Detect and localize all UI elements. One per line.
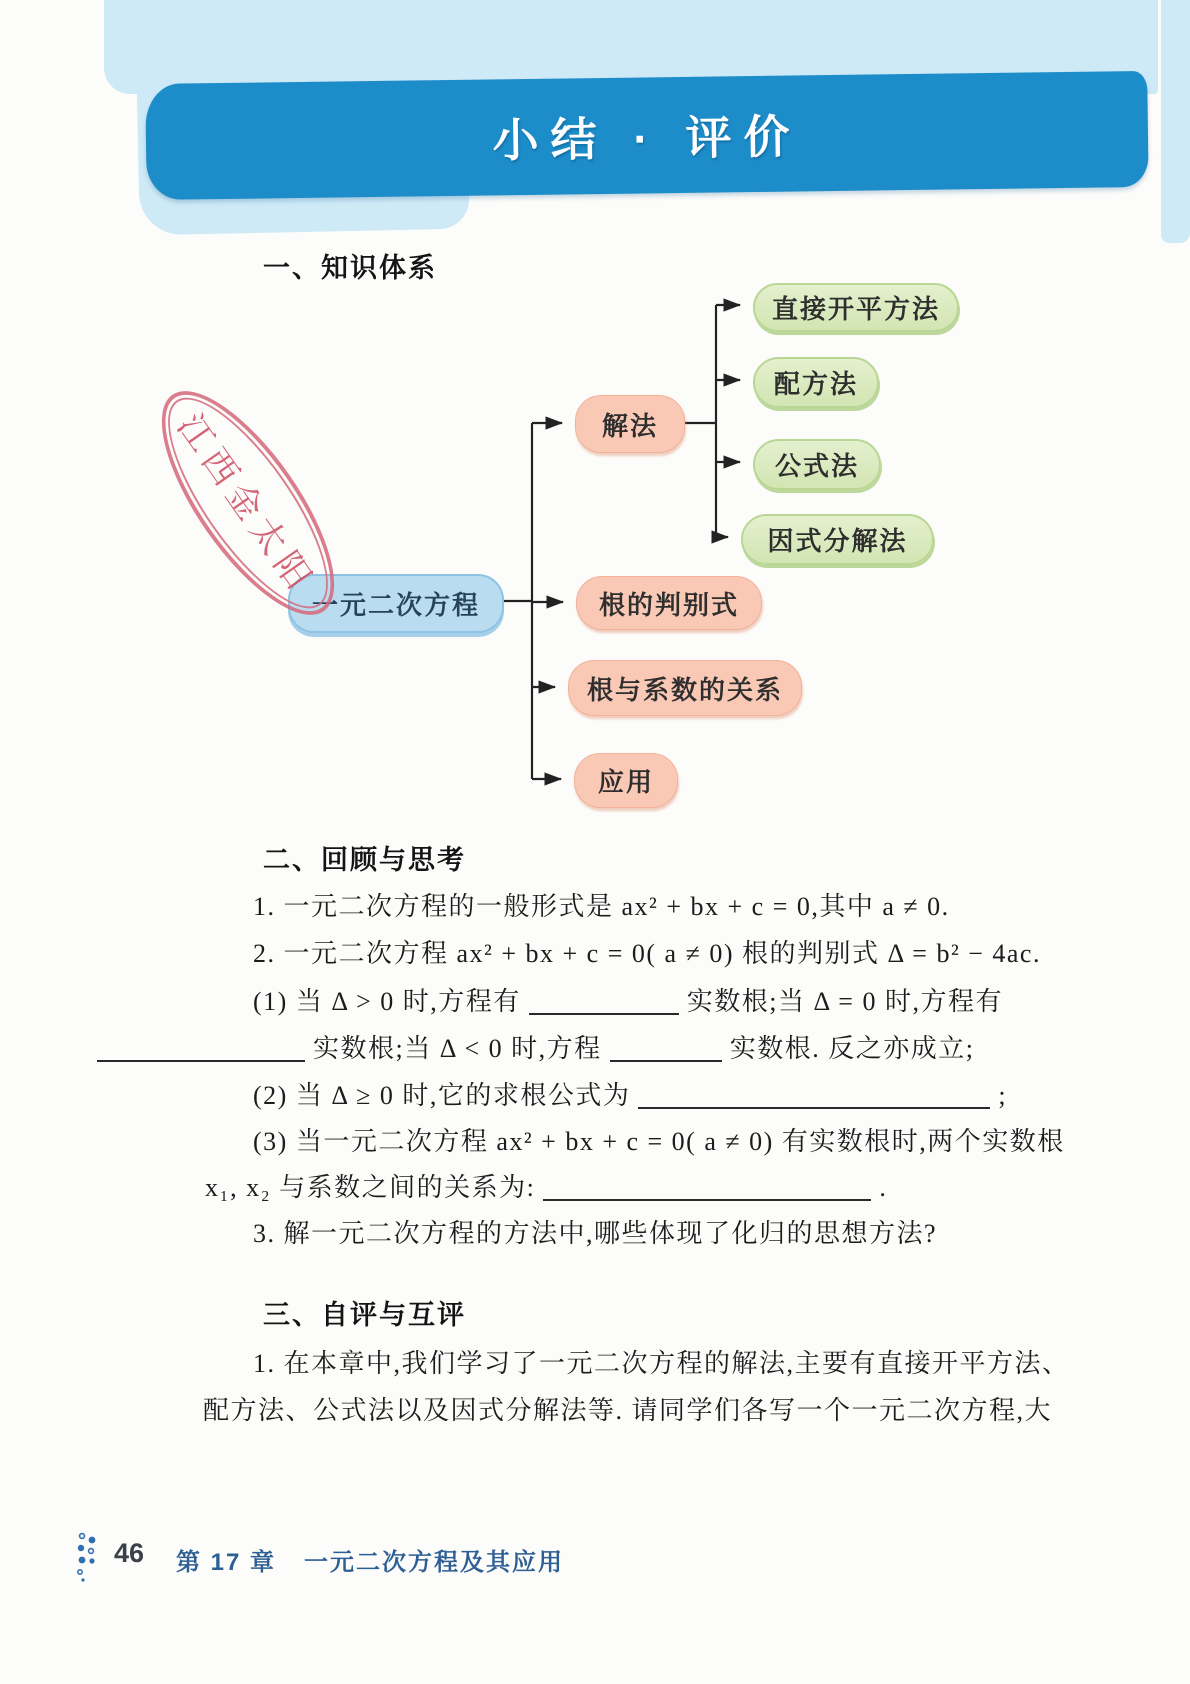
flowchart-node-roots-coefficients: 根与系数的关系 (568, 660, 802, 716)
section-heading-selfeval: 三、自评与互评 (263, 1300, 466, 1330)
review-sub1-text-c: 实数根;当 Δ < 0 时,方程 (313, 1034, 602, 1063)
fill-blank (543, 1173, 871, 1201)
review-sub1-text-b: 实数根;当 Δ = 0 时,方程有 (686, 987, 1003, 1016)
selfeval-line-2: 配方法、公式法以及因式分解法等. 请同学们各写一个一元二次方程,大 (203, 1396, 1053, 1425)
fill-blank (638, 1081, 990, 1109)
section-heading-review: 二、回顾与思考 (263, 845, 466, 875)
footer-dots-icon (76, 1528, 108, 1584)
flowchart-node-formula: 公式法 (753, 439, 881, 490)
review-sub1-text-d: 实数根. 反之亦成立; (729, 1034, 975, 1063)
review-sub3-end: . (879, 1173, 888, 1202)
review-sub3-line2 (205, 1167, 887, 1204)
review-item-3: 3. 解一元二次方程的方法中,哪些体现了化归的思想方法? (253, 1219, 938, 1248)
fill-blank (97, 1034, 305, 1062)
footer-chapter (176, 1542, 564, 1577)
page-banner (145, 71, 1148, 200)
fill-blank (610, 1034, 722, 1062)
flowchart-node-factoring: 因式分解法 (741, 514, 934, 565)
review-sub1-line2 (97, 1028, 974, 1065)
review-sub1-line1 (253, 981, 1003, 1018)
review-sub1-text-a: (1) 当 Δ > 0 时,方程有 (253, 987, 521, 1016)
flowchart-node-application: 应用 (574, 753, 678, 808)
selfeval-line-1: 1. 在本章中,我们学习了一元二次方程的解法,主要有直接开平方法、 (253, 1349, 1070, 1378)
publisher-stamp (131, 366, 364, 640)
stamp-text: 江西金太阳 (169, 407, 323, 602)
review-sub2-text: (2) 当 Δ ≥ 0 时,它的求根公式为 (253, 1081, 631, 1110)
page-title: 小结 · 评价 (492, 110, 802, 167)
review-sub3-line1: (3) 当一元二次方程 ax² + bx + c = 0( a ≠ 0) 有实数根时,两个实数根 (253, 1127, 1065, 1156)
review-item-1: 1. 一元二次方程的一般形式是 ax² + bx + c = 0,其中 a ≠ 0. (253, 892, 950, 921)
flowchart-node-discriminant: 根的判别式 (576, 576, 762, 630)
review-item-2: 2. 一元二次方程 ax² + bx + c = 0( a ≠ 0) 根的判别式 Δ = b² − 4ac. (253, 939, 1041, 968)
review-sub2-end: ; (998, 1081, 1008, 1110)
section-heading-knowledge: 一、知识体系 (263, 253, 437, 283)
flowchart-node-direct-sqrt: 直接开平方法 (753, 283, 959, 332)
footer-page-number: 46 (114, 1538, 145, 1568)
footer-chapter-label: 第 17 章 (176, 1549, 277, 1576)
flowchart-node-completing-square: 配方法 (753, 357, 879, 408)
footer-chapter-title: 一元二次方程及其应用 (304, 1549, 565, 1576)
flowchart-node-root: 一元二次方程 (288, 574, 504, 633)
fill-blank (529, 987, 679, 1015)
review-sub3-text: x₁, x₂ 与系数之间的关系为: (205, 1173, 536, 1202)
review-sub2-line (253, 1075, 1007, 1112)
adjacent-page-edge (1161, 0, 1190, 243)
flowchart-node-methods: 解法 (575, 395, 685, 453)
